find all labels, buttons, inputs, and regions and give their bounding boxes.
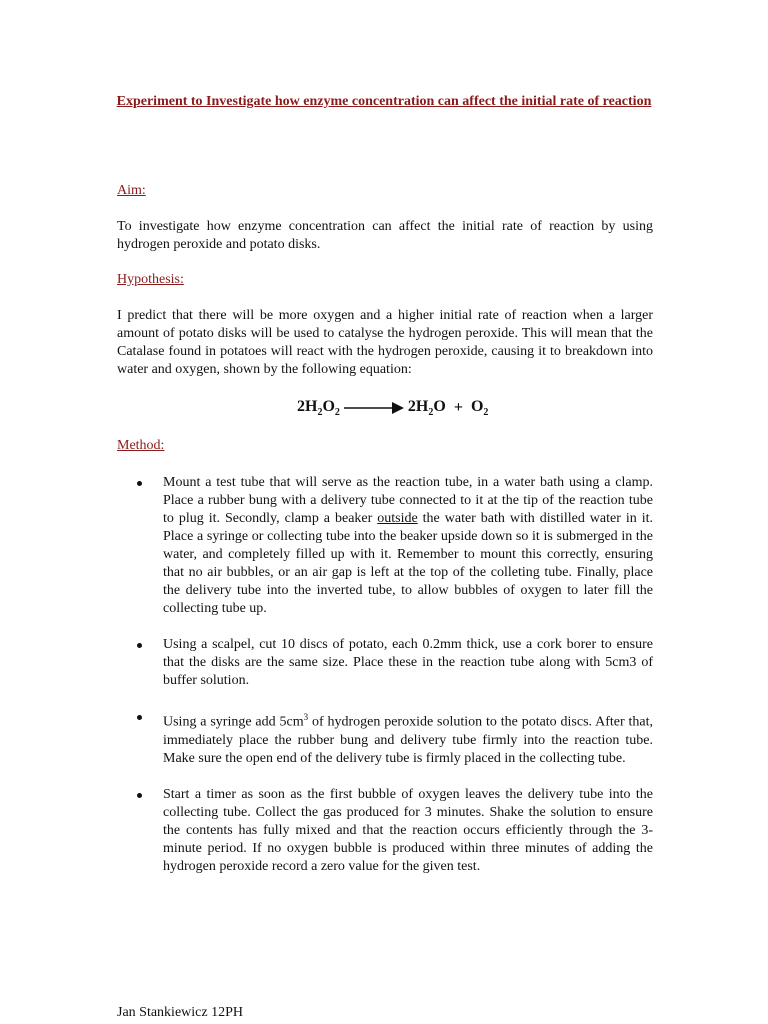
- document-title: Experiment to Investigate how enzyme concentration can affect the initial rate of reaction: [116, 94, 652, 109]
- footer-author: Jan Stankiewicz 12PH: [117, 1005, 243, 1020]
- method-step: Start a timer as soon as the first bubble of oxygen leaves the delivery tube into the collecting tube. Collect the gas produced for 3 minutes. Shake the solution to ensure the contents has fully mixed and that the reaction occurs efficiently through the 3-minute period. If no oxygen bubble is produced within three minutes of adding the hydrogen peroxide record a zero value for the given test.: [117, 786, 653, 876]
- aim-heading: Aim:: [117, 183, 146, 198]
- bullet-icon: [137, 481, 142, 486]
- method-step: Mount a test tube that will serve as the reaction tube, in a water bath using a clamp. Place a rubber bung with a delivery tube connected to it at the tip of the reaction tube to plug it. Secondly, clamp a beaker outside the water bath with distilled water in it. Place a syringe or collecting tube into the beaker upside down so it is submerged in the water, and completely filled up with it. Remember to mount this correctly, ensuring that no air bubbles, or an air gap is left at the top of the colleting tube. Finally, place the delivery tube into the inverted tube, to allow bubbles of oxygen to later fill the collecting tube up.: [117, 474, 653, 618]
- method-steps-list: [117, 474, 653, 894]
- hypothesis-text: I predict that there will be more oxygen and a higher initial rate of reaction when a larger amount of potato disks will be used to catalyse the hydrogen peroxide. This will mean that the Catalase found in potatoes will react with the hydrogen peroxide, causing it to breakdown into water and oxygen, shown by the following equation:: [117, 308, 653, 377]
- aim-text: To investigate how enzyme concentration can affect the initial rate of reaction by using hydrogen peroxide and potato disks.: [117, 219, 653, 252]
- equation-reactant: $2H_2O_2$: [297, 398, 340, 419]
- bullet-icon: [137, 643, 142, 648]
- reaction-equation: [297, 398, 488, 418]
- bullet-icon: [137, 793, 142, 798]
- method-step: Using a scalpel, cut 10 discs of potato, each 0.2mm thick, use a cork borer to ensure that the disks are the same size. Place these in the reaction tube along with 5cm3 of buffer solution.: [117, 636, 653, 690]
- equation-plus: +: [453, 399, 463, 417]
- equation-product-water: $2H_2O$: [407, 398, 446, 419]
- method-step: Using a syringe add $5cm^3$ of hydrogen peroxide solution to the potato discs. After that, immediately place the rubber bung and delivery tube firmly into the reaction tube. Make sure the open end of the delivery tube is firmly placed in the collecting tube.: [117, 708, 653, 768]
- method-heading: Method:: [117, 438, 165, 453]
- reaction-arrow-icon: [344, 401, 404, 415]
- hypothesis-heading: Hypothesis:: [117, 272, 184, 287]
- equation-product-oxygen: $O_2$: [470, 398, 489, 419]
- bullet-icon: [137, 715, 142, 720]
